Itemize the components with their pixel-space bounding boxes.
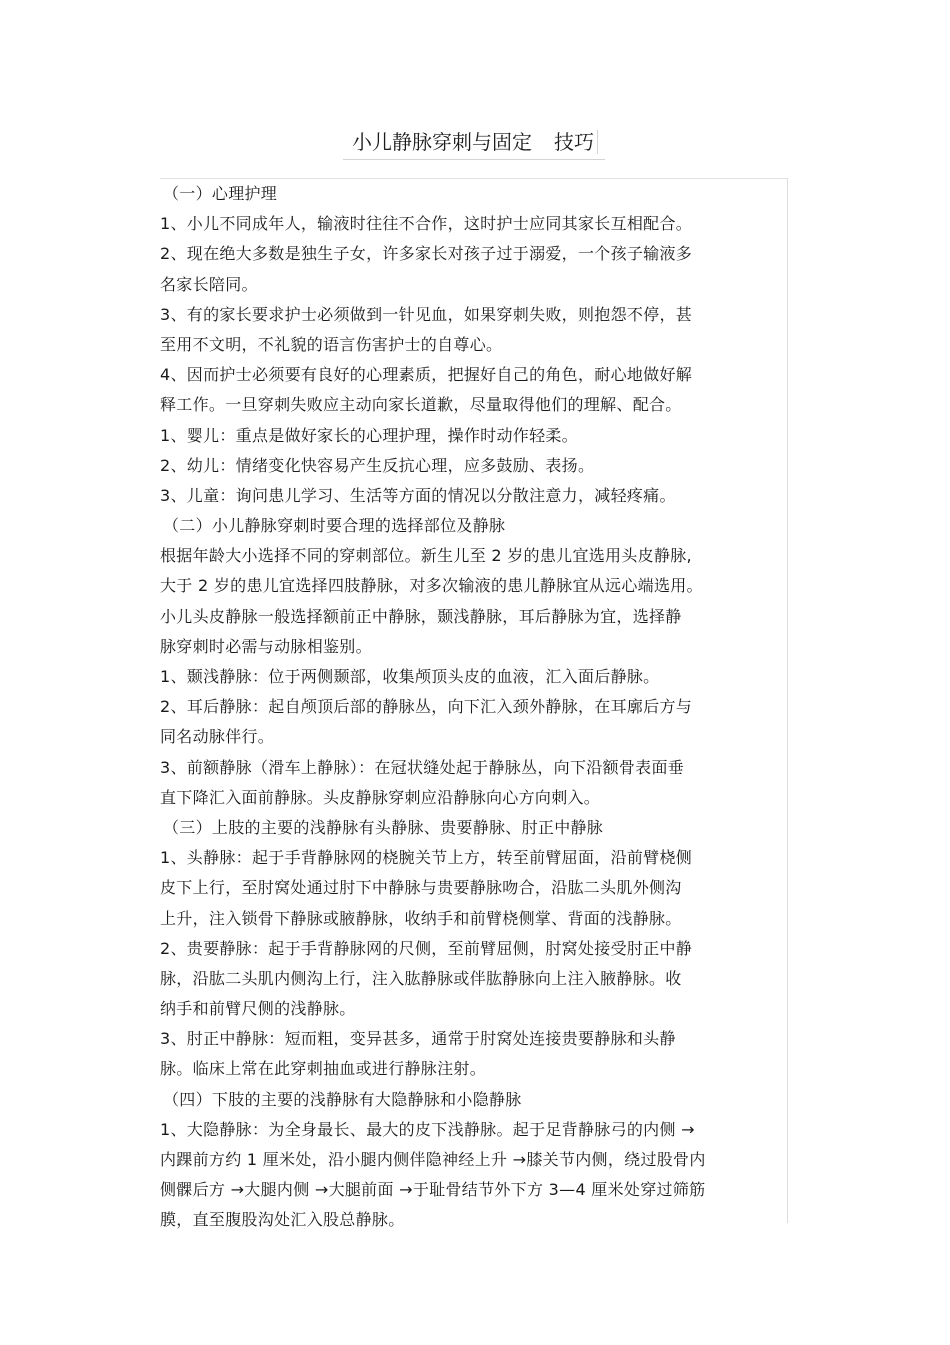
content-frame-right: [787, 178, 788, 1223]
text-line: 小儿头皮静脉一般选择额前正中静脉，颞浅静脉，耳后静脉为宜，选择静: [160, 606, 682, 626]
text-line: 名家长陪同。: [160, 274, 258, 294]
section-heading-puncture-site: （二）小儿静脉穿刺时要合理的选择部位及静脉: [163, 516, 506, 536]
text-line: 释工作。一旦穿刺失败应主动向家长道歉，尽量取得他们的理解、配合。: [160, 395, 682, 415]
text-line: 1、颞浅静脉：位于两侧颞部，收集颅顶头皮的血液，汇入面后静脉。: [160, 667, 660, 686]
text-line: 3、有的家长要求护士必须做到一针见血，如果穿刺失败，则抱怨不停，甚: [160, 304, 693, 324]
text-line: 根据年龄大小选择不同的穿刺部位。新生儿至 2 岁的患儿宜选用头皮静脉,: [160, 546, 692, 566]
text-line: 同名动脉伴行。: [160, 727, 275, 747]
text-line: 脉，沿肱二头肌内侧沟上行，注入肱静脉或伴肱静脉向上注入腋静脉。收: [160, 968, 682, 988]
text-line: 侧髁后方 →大腿内侧 →大腿前面 →于耻骨结节外下方 3—4 厘米处穿过筛筋: [160, 1180, 706, 1200]
text-line: 3、前额静脉（滑车上静脉）：在冠状缝处起于静脉丛，向下沿额骨表面垂: [160, 757, 685, 777]
section-heading-upper-limb: （三）上肢的主要的浅静脉有头静脉、贵要静脉、肘正中静脉: [163, 817, 604, 837]
text-line: 膜，直至腹股沟处汇入股总静脉。: [160, 1210, 405, 1230]
text-line: 2、贵要静脉：起于手背静脉网的尺侧，至前臂屈侧，肘窝处接受肘正中静: [160, 938, 693, 958]
document-title: [0, 125, 950, 159]
title-underline: [343, 159, 605, 160]
section-heading-lower-limb: （四）下肢的主要的浅静脉有大隐静脉和小隐静脉: [163, 1089, 522, 1109]
text-line: 大于 2 岁的患儿宜选择四肢静脉，对多次输液的患儿静脉宜从远心端选用。: [160, 576, 703, 596]
text-line: 2、耳后静脉：起自颅顶后部的静脉丛，向下汇入颈外静脉，在耳廓后方与: [160, 697, 693, 717]
text-line: 至用不文明，不礼貌的语言伤害护士的自尊心。: [160, 334, 503, 354]
text-line: 1、小儿不同成年人，输液时往往不合作，这时护士应同其家长互相配合。: [160, 214, 693, 234]
text-line: 1、大隐静脉：为全身最长、最大的皮下浅静脉。起于足背静脉弓的内侧 →: [160, 1119, 695, 1139]
text-line: 内踝前方约 1 厘米处，沿小腿内侧伴隐神经上升 →膝关节内侧，绕过股骨内: [160, 1150, 706, 1169]
text-line: 上升，注入锁骨下静脉或腋静脉，收纳手和前臂桡侧掌、背面的浅静脉。: [160, 908, 682, 928]
title-main: 小儿静脉穿刺与固定: [352, 130, 532, 154]
title-suffix: 技巧: [554, 130, 598, 154]
text-line: 脉。临床上常在此穿刺抽血或进行静脉注射。: [160, 1059, 487, 1079]
text-line: 4、因而护士必须要有良好的心理素质，把握好自己的角色，耐心地做好解: [160, 365, 693, 385]
text-line: 1、婴儿：重点是做好家长的心理护理，操作时动作轻柔。: [160, 425, 578, 445]
text-line: 直下降汇入面前静脉。头皮静脉穿刺应沿静脉向心方向刺入。: [160, 787, 601, 807]
text-line: 2、现在绝大多数是独生子女，许多家长对孩子过于溺爱，一个孩子输液多: [160, 244, 693, 264]
text-line: 3、肘正中静脉：短而粗，变异甚多，通常于肘窝处连接贵要静脉和头静: [160, 1029, 676, 1049]
text-line: 3、儿童：询问患儿学习、生活等方面的情况以分散注意力，减轻疼痛。: [160, 485, 676, 505]
text-line: 1、头静脉：起于手背静脉网的桡腕关节上方，转至前臂屈面，沿前臂桡侧: [160, 848, 693, 868]
text-line: 2、幼儿：情绪变化快容易产生反抗心理，应多鼓励、表扬。: [160, 455, 595, 475]
section-heading-psychological-care: （一）心理护理: [163, 184, 278, 203]
text-line: 纳手和前臂尺侧的浅静脉。: [160, 999, 356, 1019]
document-body: [160, 179, 785, 1236]
text-line: 脉穿刺时必需与动脉相鉴别。: [160, 636, 372, 656]
text-line: 皮下上行，至肘窝处通过肘下中静脉与贵要静脉吻合，沿肱二头肌外侧沟: [160, 878, 682, 898]
